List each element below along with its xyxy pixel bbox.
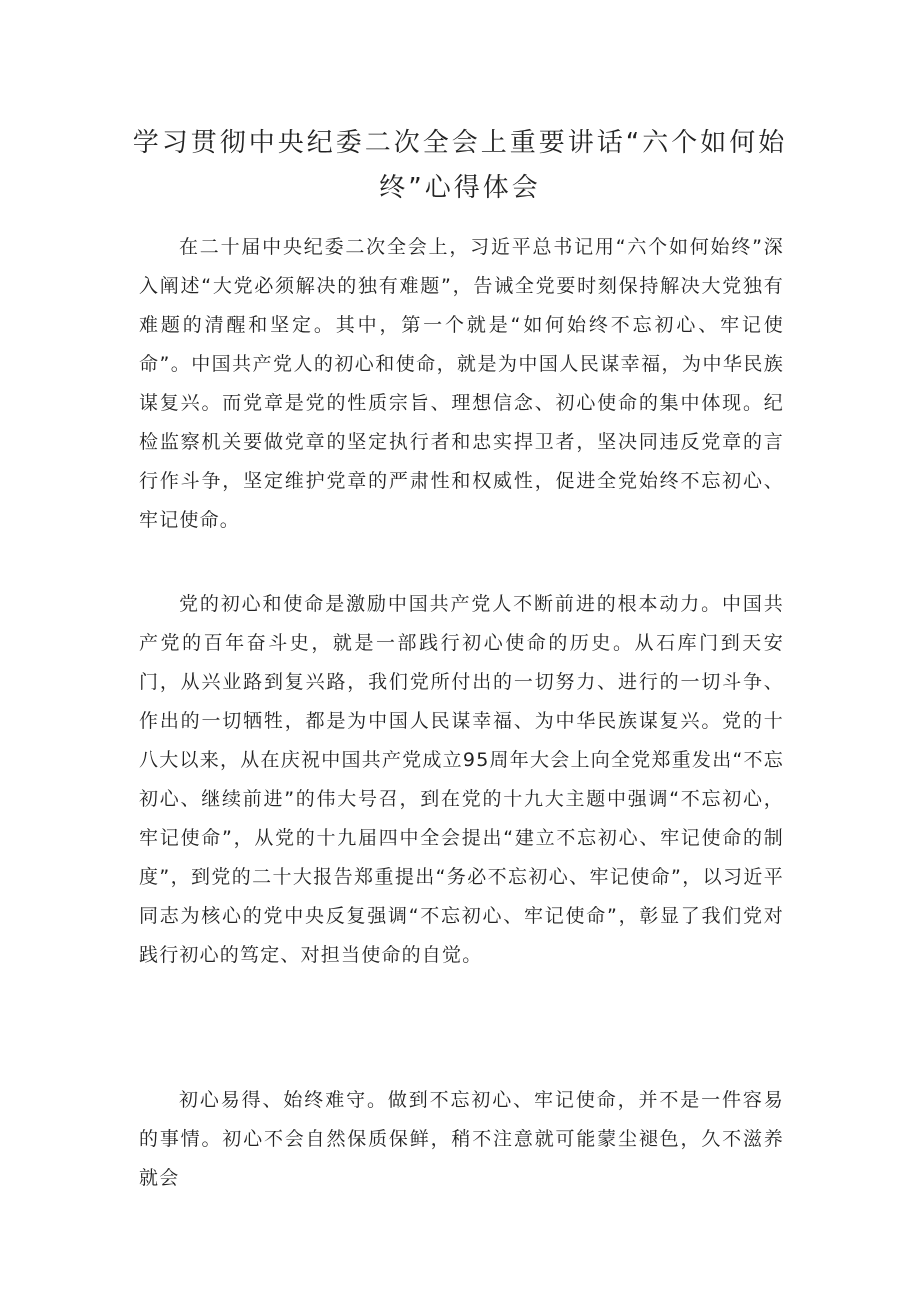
- paragraph-2: 党的初心和使命是激励中国共产党人不断前进的根本动力。中国共产党的百年奋斗史，就是一部践行初心使命的历史。从石库门到天安门，从兴业路到复兴路，我们党所付出的一切努力、进行的一切斗争、作出的一切牺牲，都是为中国人民谋幸福、为中华民族谋复兴。党的十八大以来，从在庆祝中国共产党成立95周年大会上向全党郑重发出“不忘初心、继续前进”的伟大号召，到在党的十九大主题中强调“不忘初心，牢记使命”，从党的十九届四中全会提出“建立不忘初心、牢记使命的制度”，到党的二十大报告郑重提出“务必不忘初心、牢记使命”，以习近平同志为核心的党中央反复强调“不忘初心、牢记使命”，彰显了我们党对践行初心的笃定、对担当使命的自觉。: [139, 593, 784, 966]
- paragraph-1: 在二十届中央纪委二次全会上，习近平总书记用“六个如何始终”深入阐述“大党必须解决的独有难题”，告诫全党要时刻保持解决大党独有难题的清醒和坚定。其中，第一个就是“如何始终不忘初心、牢记使命”。中国共产党人的初心和使命，就是为中国人民谋幸福，为中华民族谋复兴。而党章是党的性质宗旨、理想信念、初心使命的集中体现。纪检监察机关要做党章的坚定执行者和忠实捍卫者，坚决同违反党章的言行作斗争，坚定维护党章的严肃性和权威性，促进全党始终不忘初心、牢记使命。: [139, 236, 784, 531]
- paragraph-3: 初心易得、始终难守。做到不忘初心、牢记使命，并不是一件容易的事情。初心不会自然保质保鲜，稍不注意就可能蒙尘褪色，久不滋养就会: [139, 1089, 784, 1189]
- document-title: 学习贯彻中央纪委二次全会上重要讲话“六个如何始终”心得体会: [132, 128, 788, 203]
